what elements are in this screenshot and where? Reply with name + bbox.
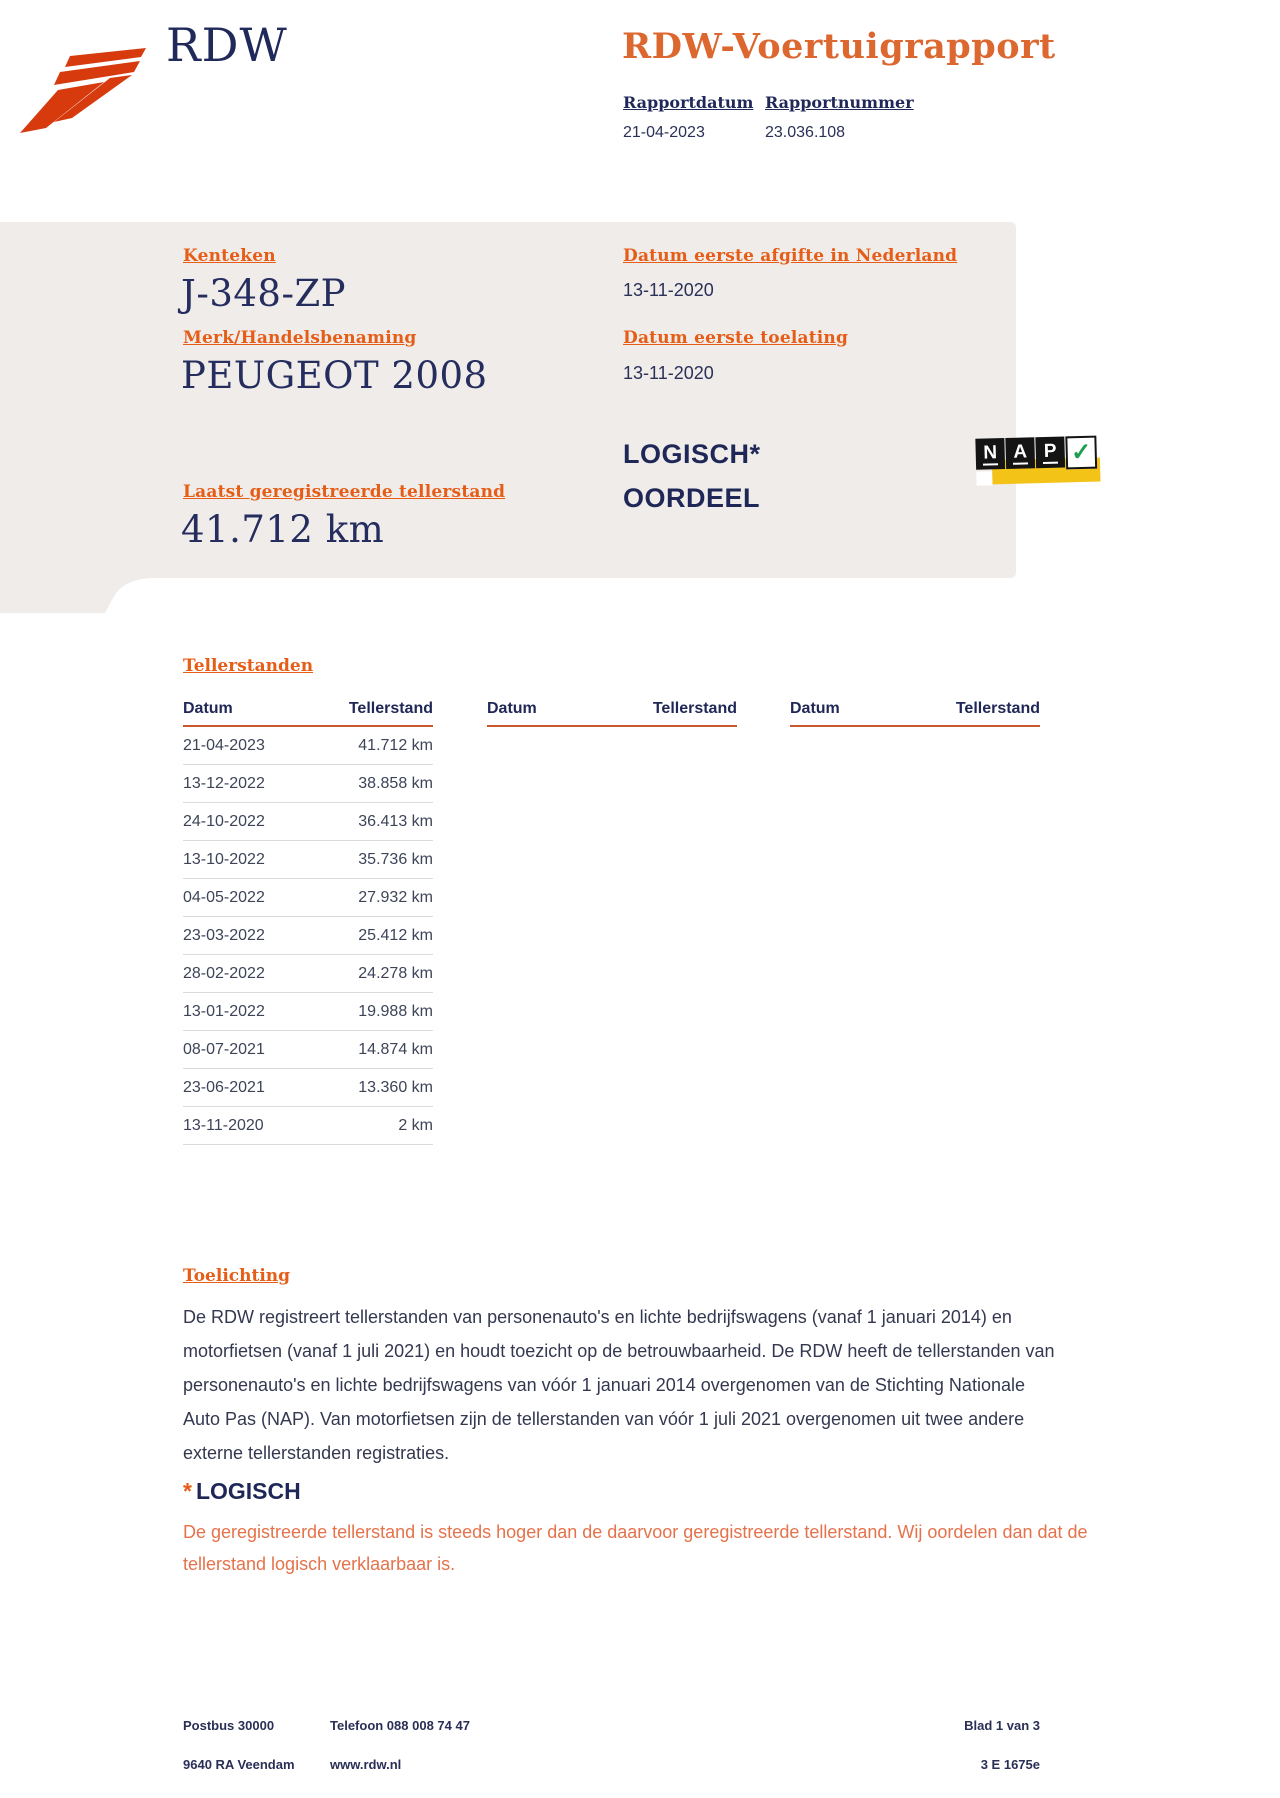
row-datum: 04-05-2022: [183, 888, 265, 906]
row-tellerstand: 36.413 km: [358, 812, 433, 830]
table-header-row: [183, 700, 433, 727]
row-tellerstand: 14.874 km: [358, 1040, 433, 1058]
nap-tile-a: [1005, 437, 1035, 469]
footer-form-code: 3 E 1675e: [980, 1757, 1040, 1772]
table-header-row: [487, 700, 737, 727]
nap-letter-a: A: [1012, 442, 1028, 464]
row-datum: 21-04-2023: [183, 736, 265, 754]
tellerstanden-group-2: [487, 700, 737, 727]
rdw-wordmark: RDW: [166, 18, 288, 72]
row-tellerstand: 27.932 km: [358, 888, 433, 906]
row-datum: 13-11-2020: [183, 1116, 264, 1134]
nap-letter-p: P: [1043, 441, 1058, 463]
row-tellerstand: 38.858 km: [358, 774, 433, 792]
row-tellerstand: 2 km: [398, 1116, 433, 1134]
kenteken-label: Kenteken: [183, 246, 276, 266]
nap-logo: [975, 435, 1112, 491]
footer-address-line1: Postbus 30000: [183, 1718, 275, 1733]
row-tellerstand: 13.360 km: [358, 1078, 433, 1096]
row-tellerstand: 41.712 km: [358, 736, 433, 754]
toelichting-body: De RDW registreert tellerstanden van personenauto's en lichte bedrijfswagens (vanaf 1 januari 2014) en motorfietsen (vanaf 1 juli 2021) en houdt toezicht op de betrouwbaarheid. De RDW heeft de tellerstanden van personenauto's en lichte bedrijfswagens van vóór 1 januari 2014 overgenomen van de Stichting Nationale Auto Pas (NAP). Van motorfietsen zijn de tellerstanden van vóór 1 juli 2021 overgenomen uit twee andere externe tellerstanden registraties.: [183, 1307, 1055, 1463]
nap-tile-n: [975, 438, 1005, 470]
nap-logo-tiles: [975, 436, 1097, 472]
toelichting-title: Toelichting: [183, 1266, 291, 1286]
tellerstanden-rows: [183, 727, 433, 1145]
logisch-heading-text: LOGISCH: [195, 1478, 301, 1504]
table-row: [183, 765, 433, 803]
table-row: [183, 1107, 433, 1145]
checkmark-icon: ✓: [1070, 438, 1092, 466]
table-header-row: [790, 700, 1040, 727]
tellerstand-column-header: Tellerstand: [955, 700, 1040, 717]
toelating-value: 13-11-2020: [623, 363, 714, 383]
merk-value: PEUGEOT 2008: [181, 354, 488, 397]
footer-phone: Telefoon 088 008 74 47: [330, 1718, 470, 1733]
page-title: RDW-Voertuigrapport: [622, 26, 1056, 67]
tellerstand-value: 41.712 km: [181, 508, 385, 551]
toelating-label: Datum eerste toelating: [623, 328, 849, 348]
footer-website: www.rdw.nl: [330, 1757, 402, 1772]
row-tellerstand: 35.736 km: [358, 850, 433, 868]
report-date-label: Rapportdatum: [623, 93, 754, 112]
row-tellerstand: 24.278 km: [358, 964, 433, 982]
row-tellerstand: 19.988 km: [358, 1002, 433, 1020]
afgifte-label: Datum eerste afgifte in Nederland: [623, 246, 958, 266]
footer-address-line2: 9640 RA Veendam: [183, 1757, 295, 1772]
oordeel-line2: OORDEEL: [623, 483, 761, 513]
tellerstand-column-header: Tellerstand: [652, 700, 737, 717]
oordeel-line1: LOGISCH*: [623, 439, 761, 469]
tellerstand-label: Laatst geregistreerde tellerstand: [183, 482, 506, 502]
datum-column-header: Datum: [487, 700, 537, 717]
table-row: [183, 803, 433, 841]
report-number-label: Rapportnummer: [765, 93, 914, 112]
rdw-logo-icon: [18, 48, 150, 136]
nap-logo-white-square: [976, 471, 992, 485]
merk-label: Merk/Handelsbenaming: [183, 328, 417, 348]
report-number-value: 23.036.108: [765, 124, 846, 141]
logisch-explanation: De geregistreerde tellerstand is steeds hoger dan de daarvoor geregistreerde tellerstand. Wij oordelen dan dat de tellerstand logisch verklaarbaar is.: [183, 1522, 1088, 1574]
nap-tile-p: [1035, 436, 1065, 468]
kenteken-value: J-348-ZP: [181, 272, 347, 315]
row-datum: 13-01-2022: [183, 1002, 265, 1020]
table-row: [183, 955, 433, 993]
table-row: [183, 993, 433, 1031]
oordeel-text: [623, 432, 761, 520]
tellerstanden-group-1: [183, 700, 433, 1145]
row-datum: 23-06-2021: [183, 1078, 265, 1096]
afgifte-value: 13-11-2020: [623, 280, 714, 300]
datum-column-header: Datum: [183, 700, 233, 717]
report-date-value: 21-04-2023: [623, 124, 705, 141]
logisch-asterisk: *: [183, 1478, 192, 1504]
nap-check-tile: [1065, 436, 1097, 470]
table-row: [183, 1031, 433, 1069]
row-datum: 28-02-2022: [183, 964, 265, 982]
table-row: [183, 1069, 433, 1107]
datum-column-header: Datum: [790, 700, 840, 717]
row-tellerstand: 25.412 km: [358, 926, 433, 944]
footer-page-indicator: Blad 1 van 3: [964, 1718, 1040, 1733]
row-datum: 24-10-2022: [183, 812, 265, 830]
table-row: [183, 841, 433, 879]
row-datum: 08-07-2021: [183, 1040, 265, 1058]
table-row: [183, 917, 433, 955]
tellerstanden-section-title: Tellerstanden: [183, 656, 314, 676]
row-datum: 13-12-2022: [183, 774, 265, 792]
row-datum: 13-10-2022: [183, 850, 265, 868]
row-datum: 23-03-2022: [183, 926, 265, 944]
tellerstand-column-header: Tellerstand: [348, 700, 433, 717]
logisch-heading: [183, 1478, 301, 1505]
table-row: [183, 879, 433, 917]
tellerstanden-group-3: [790, 700, 1040, 727]
table-row: [183, 727, 433, 765]
nap-letter-n: N: [982, 443, 998, 465]
